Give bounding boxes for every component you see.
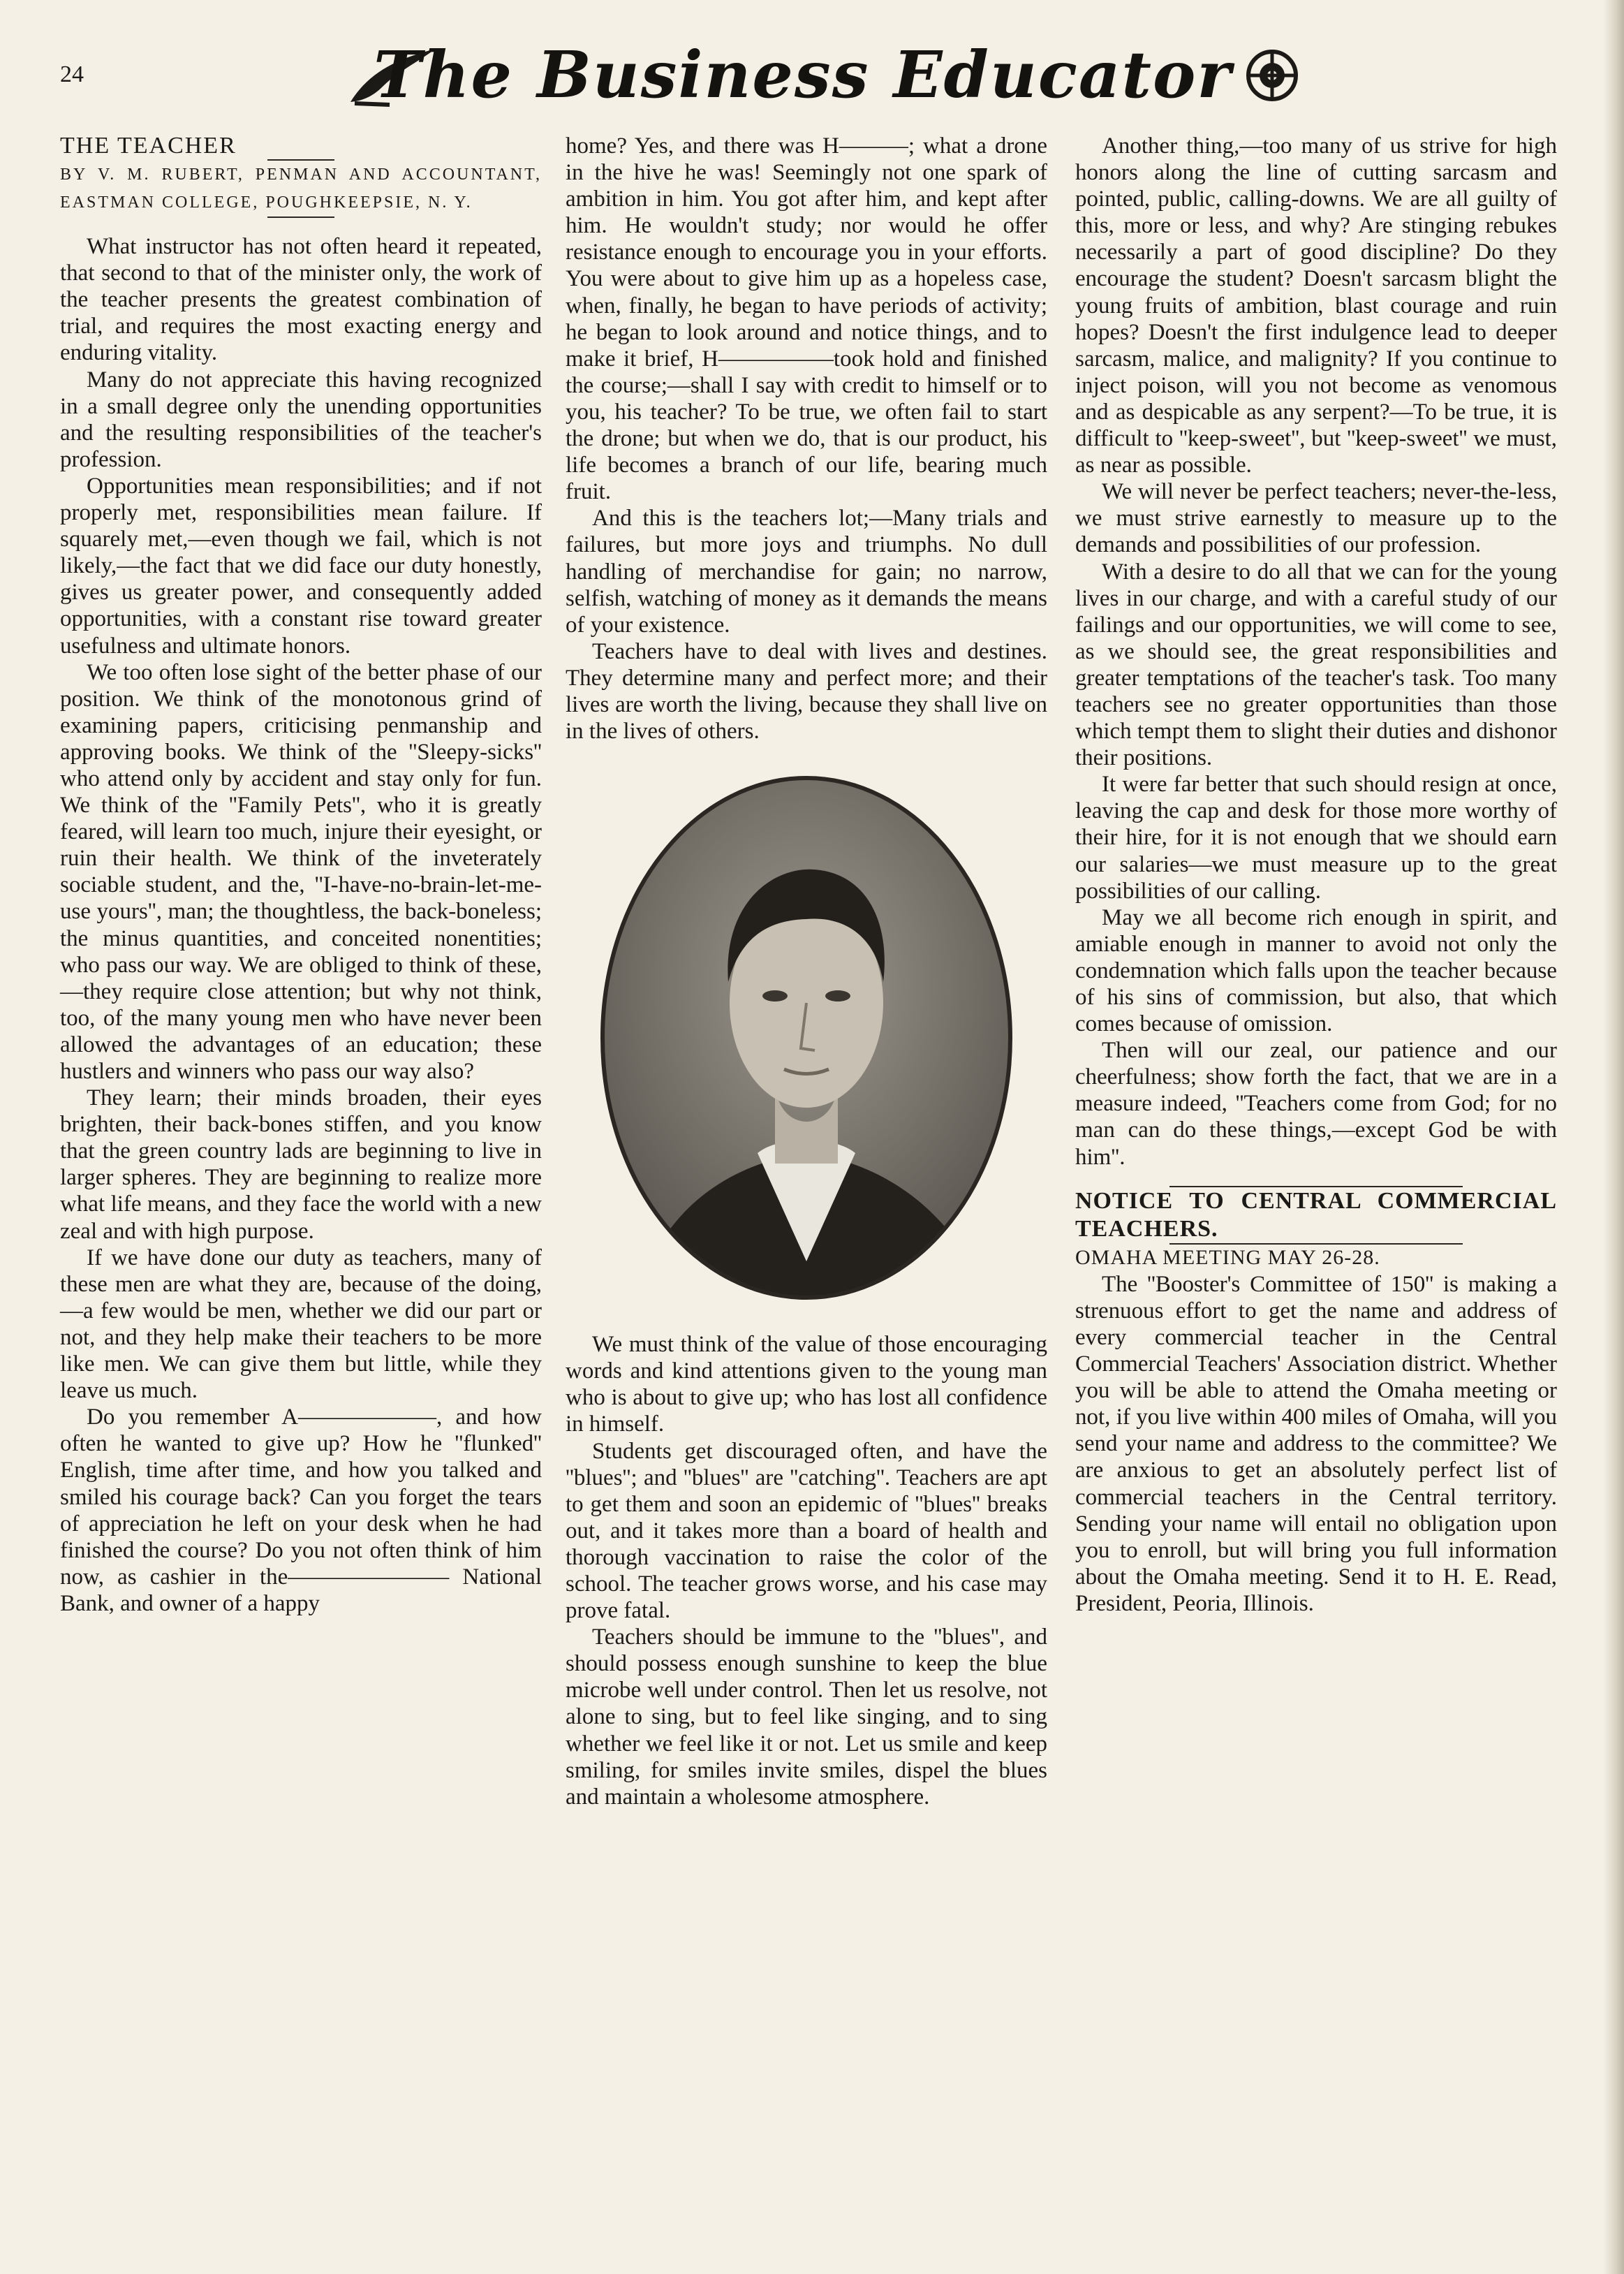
paragraph: And this is the teachers lot;—Many trials and failures, but more joys and triumphs. No dull handling of merchandise for gain; no narrow, selfish, watching of money as it demands the means of your existence. xyxy=(566,506,1047,638)
paragraph: What instructor has not often heard it repeated, that second to that of the minister only, the work of the teacher presents the greatest combination of trial, and requires the most exacting energy and enduring vitality. xyxy=(60,234,542,366)
paragraph: Another thing,—too many of us strive for high honors along the line of cutting sarcasm and pointed, public, calling-downs. We are all guilty of this, more or less, and why? Are stinging rebukes necessarily a part of good discipline? Do they encourage the student? Doesn't sarcasm blight the young fruits of ambition, blast courage and ruin hopes? Doesn't the first indulgence lead to deeper sarcasm, malice, and malignity? If you continue to inject poison, will you not become as venomous and as despicable as any serpent?—To be true, it is difficult to ''keep-sweet'', but ''keep-sweet'' we must, as near as possible. xyxy=(1075,133,1557,478)
article-title: THE TEACHER xyxy=(60,133,237,159)
paragraph: Then will our zeal, our patience and our cheerfulness; show forth the fact, that we are in a measure indeed, ''Teachers come from God; for no man can do these things,—except God be with him''. xyxy=(1075,1038,1557,1170)
portrait-photo xyxy=(597,772,1016,1303)
paragraph: They learn; their minds broaden, their eyes brighten, their back-bones stiffen, and you know that the green country lads are beginning to live in larger spheres. They are beginning to realize more what life means, and they face the world with a new zeal and with high purpose. xyxy=(60,1085,542,1244)
notice-meeting: OMAHA MEETING MAY 26-28. xyxy=(1075,1245,1380,1269)
article-column-2 xyxy=(566,133,1047,1810)
article-byline: BY V. M. RUBERT, PENMAN AND ACCOUNTANT, EASTMAN COLLEGE, POUGHKEEPSIE, N. Y. xyxy=(60,166,542,212)
paragraph: Students get discouraged often, and have the ''blues''; and ''blues'' are ''catching''. Teachers are apt to get them and soon an epidemic of ''blues'' breaks out, and it takes more than a board of health and thorough vaccination to raise the color of the school. The teacher grows worse, and his case may prove fatal. xyxy=(566,1438,1047,1624)
paragraph: Opportunities mean responsibilities; and if not properly met, responsibilities mean failure. If squarely met,—even though we fail, which is not likely,—the fact that we did face our duty honestly, gives us greater power, and consequently added opportunities, with a constant rise toward greater usefulness and ultimate honors. xyxy=(60,473,542,659)
masthead xyxy=(335,36,1271,113)
paragraph: If we have done our duty as teachers, many of these men are what they are, because of the doing,—a few would be men, whether we did our part or not, and they help make their teachers to be more like men. We can give them but little, while they leave us much. xyxy=(60,1245,542,1404)
notice-body: The ''Booster's Committee of 150'' is making a strenuous effort to get the name and address of every commercial teacher in the Central Commercial Teachers' Association district. Whether you will be able to attend the Omaha meeting or not, if you live within 400 miles of Omaha, will you send your name and address to the committee? We are anxious to get an absolutely perfect list of commercial teachers in the Central territory. Sending your name will entail no obligation upon you to enroll, but will bring you full information about the Omaha meeting. Send it to H. E. Read, President, Peoria, Illinois. xyxy=(1075,1271,1557,1616)
paragraph: Many do not appreciate this having recognized in a small degree only the unending opportunities and the resulting responsibilities of the teacher's profession. xyxy=(60,367,542,472)
page-gutter xyxy=(1603,0,1624,2274)
article-column-1 xyxy=(60,133,542,1617)
paragraph: Teachers have to deal with lives and destines. They determine many and perfect more; and their lives are worth the living, because they shall live on in the lives of others. xyxy=(566,638,1047,744)
page-number: 24 xyxy=(60,61,84,87)
paragraph: Do you remember A——————, and how often he wanted to give up? How he ''flunked'' English, time after time, and how you talked and smiled his courage back? Can you forget the tears of appreciation he left on your desk when he had finished the course? Do you not often think of him now, as cashier in the——————— National Bank, and owner of a happy xyxy=(60,1404,542,1616)
paragraph: We must think of the value of those encouraging words and kind attentions given to the young man who is about to give up; who has lost all confidence in himself. xyxy=(566,1332,1047,1437)
ornament-emblem-icon xyxy=(1244,47,1300,103)
paragraph: We will never be perfect teachers; never-the-less, we must strive earnestly to measure up to the demands and possibilities of our profession. xyxy=(1075,479,1557,558)
masthead-title: The Business Educator xyxy=(374,37,1232,112)
paragraph: May we all become rich enough in spirit, and amiable enough in manner to avoid not only the condemnation which falls upon the teacher because of his sins of commission, but also, that which comes because of omission. xyxy=(1075,904,1557,1037)
paragraph: home? Yes, and there was H———; what a drone in the hive he was! Seemingly not one spark of ambition in him. You got after him, and kept after him. He wouldn't study; nor would he offer resistance enough to encourage you in your efforts. You were about to give him up as a hopeless case, when, finally, he began to have periods of activity; he began to look around and notice things, and to make it brief, H—————took hold and finished the course;—shall I say with credit to himself or to you, his teacher? To be true, we often fail to start the drone; but when we do, that is our product, his life becomes a branch of our life, bearing much fruit. xyxy=(566,133,1047,505)
paragraph: Teachers should be immune to the ''blues'', and should possess enough sunshine to keep the blue microbe well under control. Then let us resolve, not alone to sing, but to feel like singing, and to sing whether we feel like it or not. Let us smile and keep smiling, for smiles invite smiles, dispel the blues and maintain a wholesome atmosphere. xyxy=(566,1624,1047,1810)
notice-title: NOTICE TO CENTRAL COMMERCIAL TEACHERS. xyxy=(1075,1187,1557,1242)
paragraph: With a desire to do all that we can for the young lives in our charge, and with a careful study of our failings and our opportunities, we will come to see, as we should see, the great responsibilities and greater temptations of the teacher's task. Too many teachers see no greater opportunities than those which tempt them to slight their duties and dishonor their positions. xyxy=(1075,559,1557,771)
paragraph: We too often lose sight of the better phase of our position. We think of the monotonous grind of examining papers, criticising penmanship and approving books. We think of the ''Sleepy-sicks'' who attend only by accident and stay only for fun. We think of the ''Family Pets'', who it is greatly feared, will learn too much, injure their eyesight, or ruin their health. We think of the inveterately sociable student, and the, ''I-have-no-brain-let-me-use yours'', man; the thoughtless, the back-boneless; the minus quantities, and conceited nonentities; who pass our way. We are obliged to think of these,—they require close attention; but why not think, too, of the many young men who have never been allowed the advantages of an education; these hustlers and winners who pass our way also? xyxy=(60,659,542,1084)
article-column-3 xyxy=(1075,133,1557,1617)
paragraph: It were far better that such should resign at once, leaving the cap and desk for those more worthy of their hire, for it is not enough that we should earn our salaries—we must measure up to the great possibilities of our calling. xyxy=(1075,772,1557,904)
